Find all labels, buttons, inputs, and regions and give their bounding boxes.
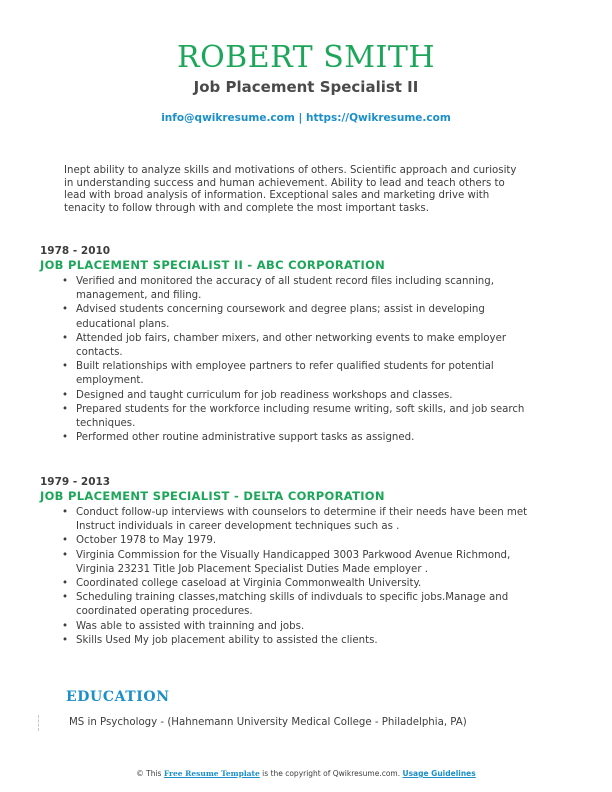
bullet-item: • Designed and taught curriculum for job readiness workshops and classes. <box>76 389 540 403</box>
free-resume-template-link[interactable]: Free Resume Template <box>163 769 260 778</box>
education-heading: EDUCATION <box>66 689 170 705</box>
contact-separator: | <box>294 112 306 124</box>
footer-prefix: © This <box>136 769 164 778</box>
experience-title: JOB PLACEMENT SPECIALIST - DELTA CORPORATION <box>40 489 385 503</box>
footer <box>0 769 612 779</box>
experience-dates: 1978 - 2010 <box>40 245 111 257</box>
bullet-item: • Prepared students for the workforce including resume writing, soft skills, and job search techniques. <box>76 403 540 431</box>
experience-dates: 1979 - 2013 <box>40 476 111 488</box>
bullet-item: • Conduct follow-up interviews with counselors to determine if their needs have been met Instruct individuals in career development techniques such as . <box>76 506 540 534</box>
experience-bullets <box>40 275 540 445</box>
bullet-item: • Was able to assisted with trainning and jobs. <box>76 620 540 634</box>
bullet-item: • Advised students concerning coursework and degree plans; assist in developing educational plans. <box>76 303 540 331</box>
bullet-item: • Coordinated college caseload at Virginia Commonwealth University. <box>76 577 540 591</box>
job-title-heading: Job Placement Specialist II <box>193 78 419 96</box>
email-link[interactable]: info@qwikresume.com <box>161 112 295 124</box>
bullet-item: • Built relationships with employee partners to refer qualified students for potential employment. <box>76 360 540 388</box>
summary-paragraph: Inept ability to analyze skills and motivations of others. Scientific approach and curiosity in understanding success and human achievement. Ability to lead and teach others to lead with broad analysis of information. Exceptional sales and marketing drive with tenacity to follow through with and complete the most important tasks. <box>64 165 517 214</box>
contact-line <box>0 111 612 125</box>
website-link[interactable]: https://Qwikresume.com <box>305 112 451 124</box>
experience-bullets <box>40 506 540 648</box>
bullet-item: • Skills Used My job placement ability to assisted the clients. <box>76 634 540 648</box>
experience-title: JOB PLACEMENT SPECIALIST II - ABC CORPORATION <box>40 258 386 272</box>
bullet-item: • Performed other routine administrative support tasks as assigned. <box>76 431 540 445</box>
experience-entry-2 <box>40 476 540 648</box>
education-item: MS in Psychology - (Hahnemann University Medical College - Philadelphia, PA) <box>69 717 467 728</box>
bullet-item: • Attended job fairs, chamber mixers, and other networking events to make employer contacts. <box>76 332 540 360</box>
bullet-item: • October 1978 to May 1979. <box>76 534 540 548</box>
bullet-item: • Virginia Commission for the Visually Handicapped 3003 Parkwood Avenue Richmond, Virginia 23231 Title Job Placement Specialist Duties Made employer . <box>76 549 540 577</box>
bullet-item: • Scheduling training classes,matching skills of indivduals to specific jobs.Manage and coordinated operating procedures. <box>76 591 540 619</box>
candidate-name: ROBERT SMITH <box>176 40 436 75</box>
experience-entry-1 <box>40 245 540 445</box>
education-divider <box>38 715 39 731</box>
usage-guidelines-link[interactable]: Usage Guidelines <box>402 769 476 778</box>
footer-middle: is the copyright of Qwikresume.com. <box>259 769 403 778</box>
bullet-item: • Verified and monitored the accuracy of all student record files including scanning, management, and filing. <box>76 275 540 303</box>
